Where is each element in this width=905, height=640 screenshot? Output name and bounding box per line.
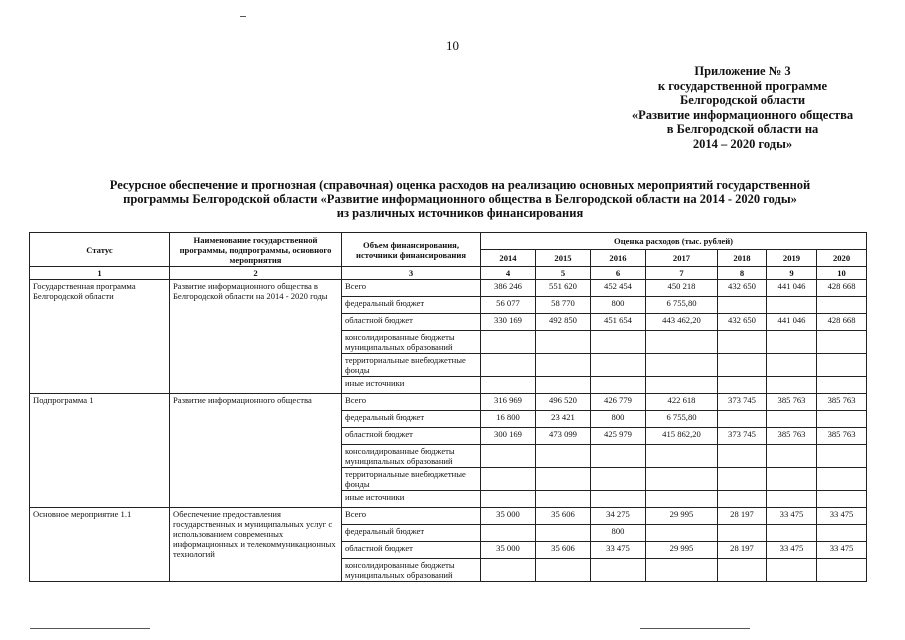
amount-cell	[767, 445, 817, 468]
amount-cell: 33 475	[817, 508, 867, 525]
program-name-cell: Развитие информационного общества в Белгородской области на 2014 - 2020 годы	[170, 280, 342, 394]
amount-cell	[536, 331, 591, 354]
amount-cell	[481, 377, 536, 394]
funding-source-cell: областной бюджет	[342, 314, 481, 331]
funding-source-cell: консолидированные бюджеты муниципальных образований	[342, 331, 481, 354]
amount-cell	[767, 559, 817, 582]
amount-cell: 441 046	[767, 280, 817, 297]
header-status: Статус	[30, 233, 170, 267]
column-number: 3	[342, 267, 481, 280]
amount-cell	[591, 377, 646, 394]
amount-cell: 330 169	[481, 314, 536, 331]
funding-source-cell: консолидированные бюджеты муниципальных образований	[342, 445, 481, 468]
amount-cell	[718, 411, 767, 428]
amount-cell	[817, 331, 867, 354]
amount-cell	[591, 445, 646, 468]
amount-cell: 35 606	[536, 508, 591, 525]
amount-cell	[767, 331, 817, 354]
amount-cell: 316 969	[481, 394, 536, 411]
amount-cell	[536, 559, 591, 582]
appendix-line: 2014 – 2020 годы»	[692, 136, 793, 151]
amount-cell: 385 763	[817, 394, 867, 411]
amount-cell: 33 475	[817, 542, 867, 559]
status-cell: Подпрограмма 1	[30, 394, 170, 508]
funding-table	[29, 232, 867, 582]
amount-cell: 35 606	[536, 542, 591, 559]
appendix-heading	[600, 64, 885, 151]
amount-cell: 800	[591, 525, 646, 542]
funding-source-cell: иные источники	[342, 491, 481, 508]
amount-cell	[591, 354, 646, 377]
column-number-row	[30, 267, 867, 280]
amount-cell: 551 620	[536, 280, 591, 297]
amount-cell	[817, 445, 867, 468]
amount-cell: 385 763	[767, 428, 817, 445]
amount-cell: 373 745	[718, 394, 767, 411]
title-line: Ресурсное обеспечение и прогнозная (справочная) оценка расходов на реализацию основных мероприятий государственной	[109, 178, 811, 192]
amount-cell: 6 755,80	[646, 297, 718, 314]
amount-cell	[481, 331, 536, 354]
amount-cell: 450 218	[646, 280, 718, 297]
amount-cell	[481, 559, 536, 582]
amount-cell	[767, 377, 817, 394]
amount-cell: 35 000	[481, 542, 536, 559]
amount-cell	[536, 354, 591, 377]
amount-cell	[591, 331, 646, 354]
amount-cell: 35 000	[481, 508, 536, 525]
column-number: 10	[817, 267, 867, 280]
amount-cell: 432 650	[718, 280, 767, 297]
appendix-line: «Развитие информационного общества	[631, 107, 854, 122]
amount-cell	[646, 491, 718, 508]
amount-cell: 33 475	[767, 542, 817, 559]
amount-cell	[481, 468, 536, 491]
table-row	[30, 508, 867, 525]
amount-cell	[817, 525, 867, 542]
amount-cell	[481, 354, 536, 377]
amount-cell	[718, 491, 767, 508]
table-row	[30, 280, 867, 297]
amount-cell	[481, 491, 536, 508]
amount-cell	[718, 445, 767, 468]
funding-source-cell: федеральный бюджет	[342, 411, 481, 428]
amount-cell	[646, 354, 718, 377]
amount-cell	[718, 297, 767, 314]
header-name: Наименование государственной программы, подпрограммы, основного мероприятия	[170, 233, 342, 267]
scan-mark	[30, 628, 150, 629]
column-number: 1	[30, 267, 170, 280]
table-head	[30, 233, 867, 280]
amount-cell	[718, 559, 767, 582]
header-year: 2018	[718, 250, 767, 267]
amount-cell	[591, 491, 646, 508]
amount-cell: 300 169	[481, 428, 536, 445]
amount-cell: 496 520	[536, 394, 591, 411]
amount-cell: 33 475	[591, 542, 646, 559]
funding-source-cell: территориальные внебюджетные фонды	[342, 468, 481, 491]
amount-cell: 28 197	[718, 542, 767, 559]
amount-cell	[767, 354, 817, 377]
amount-cell	[817, 377, 867, 394]
funding-source-cell: иные источники	[342, 377, 481, 394]
amount-cell	[767, 491, 817, 508]
amount-cell	[767, 468, 817, 491]
amount-cell	[536, 377, 591, 394]
amount-cell: 29 995	[646, 508, 718, 525]
amount-cell	[646, 445, 718, 468]
amount-cell	[646, 559, 718, 582]
amount-cell	[817, 468, 867, 491]
amount-cell	[536, 525, 591, 542]
amount-cell: 428 668	[817, 280, 867, 297]
amount-cell	[718, 468, 767, 491]
amount-cell: 56 077	[481, 297, 536, 314]
header-year: 2019	[767, 250, 817, 267]
amount-cell	[718, 525, 767, 542]
funding-source-cell: территориальные внебюджетные фонды	[342, 354, 481, 377]
column-number: 8	[718, 267, 767, 280]
funding-source-cell: Всего	[342, 394, 481, 411]
amount-cell: 385 763	[767, 394, 817, 411]
amount-cell	[817, 411, 867, 428]
amount-cell: 373 745	[718, 428, 767, 445]
funding-source-cell: областной бюджет	[342, 428, 481, 445]
amount-cell	[767, 297, 817, 314]
amount-cell: 34 275	[591, 508, 646, 525]
amount-cell	[767, 525, 817, 542]
amount-cell: 800	[591, 297, 646, 314]
amount-cell: 415 862,20	[646, 428, 718, 445]
column-number: 4	[481, 267, 536, 280]
amount-cell	[817, 354, 867, 377]
title-line: программы Белгородской области «Развитие информационного общества в Белгородской области на 2014 - 2020 годы»	[123, 192, 797, 206]
amount-cell: 443 462,20	[646, 314, 718, 331]
column-number: 5	[536, 267, 591, 280]
table-body	[30, 280, 867, 582]
amount-cell: 425 979	[591, 428, 646, 445]
status-cell: Государственная программа Белгородской области	[30, 280, 170, 394]
amount-cell: 6 755,80	[646, 411, 718, 428]
header-estimate: Оценка расходов (тыс. рублей)	[481, 233, 867, 250]
column-number: 9	[767, 267, 817, 280]
amount-cell: 33 475	[767, 508, 817, 525]
amount-cell: 473 099	[536, 428, 591, 445]
amount-cell: 28 197	[718, 508, 767, 525]
column-number: 7	[646, 267, 718, 280]
status-cell: Основное мероприятие 1.1	[30, 508, 170, 582]
amount-cell	[718, 377, 767, 394]
amount-cell: 386 246	[481, 280, 536, 297]
amount-cell	[817, 559, 867, 582]
funding-source-cell: Всего	[342, 508, 481, 525]
program-name-cell: Обеспечение предоставления государственных и муниципальных услуг с использованием современных информационных и телекоммуникационных технологий	[170, 508, 342, 582]
amount-cell	[481, 445, 536, 468]
funding-source-cell: Всего	[342, 280, 481, 297]
header-year: 2016	[591, 250, 646, 267]
table-row	[30, 394, 867, 411]
amount-cell	[481, 525, 536, 542]
program-name-cell: Развитие информационного общества	[170, 394, 342, 508]
amount-cell: 16 800	[481, 411, 536, 428]
scan-mark	[240, 16, 246, 17]
amount-cell	[646, 468, 718, 491]
header-year: 2014	[481, 250, 536, 267]
amount-cell: 29 995	[646, 542, 718, 559]
page-number: 10	[446, 38, 459, 53]
header-source: Объем финансирования, источники финансирования	[342, 233, 481, 267]
amount-cell: 23 421	[536, 411, 591, 428]
scan-mark	[640, 628, 750, 629]
amount-cell: 58 770	[536, 297, 591, 314]
amount-cell	[536, 445, 591, 468]
amount-cell	[718, 331, 767, 354]
funding-source-cell: консолидированные бюджеты муниципальных образований	[342, 559, 481, 582]
funding-source-cell: федеральный бюджет	[342, 525, 481, 542]
title-line: из различных источников финансирования	[336, 206, 584, 220]
amount-cell	[536, 468, 591, 491]
amount-cell	[767, 411, 817, 428]
amount-cell: 385 763	[817, 428, 867, 445]
column-number: 2	[170, 267, 342, 280]
amount-cell	[646, 377, 718, 394]
amount-cell: 432 650	[718, 314, 767, 331]
amount-cell	[591, 559, 646, 582]
amount-cell	[718, 354, 767, 377]
amount-cell: 800	[591, 411, 646, 428]
header-year: 2015	[536, 250, 591, 267]
appendix-line: к государственной программе	[657, 78, 828, 93]
column-number: 6	[591, 267, 646, 280]
amount-cell	[536, 491, 591, 508]
amount-cell: 452 454	[591, 280, 646, 297]
amount-cell	[817, 491, 867, 508]
amount-cell: 451 654	[591, 314, 646, 331]
amount-cell	[646, 331, 718, 354]
amount-cell	[591, 468, 646, 491]
amount-cell: 426 779	[591, 394, 646, 411]
appendix-line: в Белгородской области на	[666, 122, 819, 136]
amount-cell: 422 618	[646, 394, 718, 411]
document-title	[40, 178, 880, 220]
amount-cell: 441 046	[767, 314, 817, 331]
amount-cell: 428 668	[817, 314, 867, 331]
header-year: 2020	[817, 250, 867, 267]
funding-source-cell: федеральный бюджет	[342, 297, 481, 314]
amount-cell: 492 850	[536, 314, 591, 331]
amount-cell	[646, 525, 718, 542]
funding-source-cell: областной бюджет	[342, 542, 481, 559]
amount-cell	[817, 297, 867, 314]
appendix-line: Приложение № 3	[694, 64, 791, 78]
appendix-line: Белгородской области	[679, 93, 806, 107]
header-year: 2017	[646, 250, 718, 267]
